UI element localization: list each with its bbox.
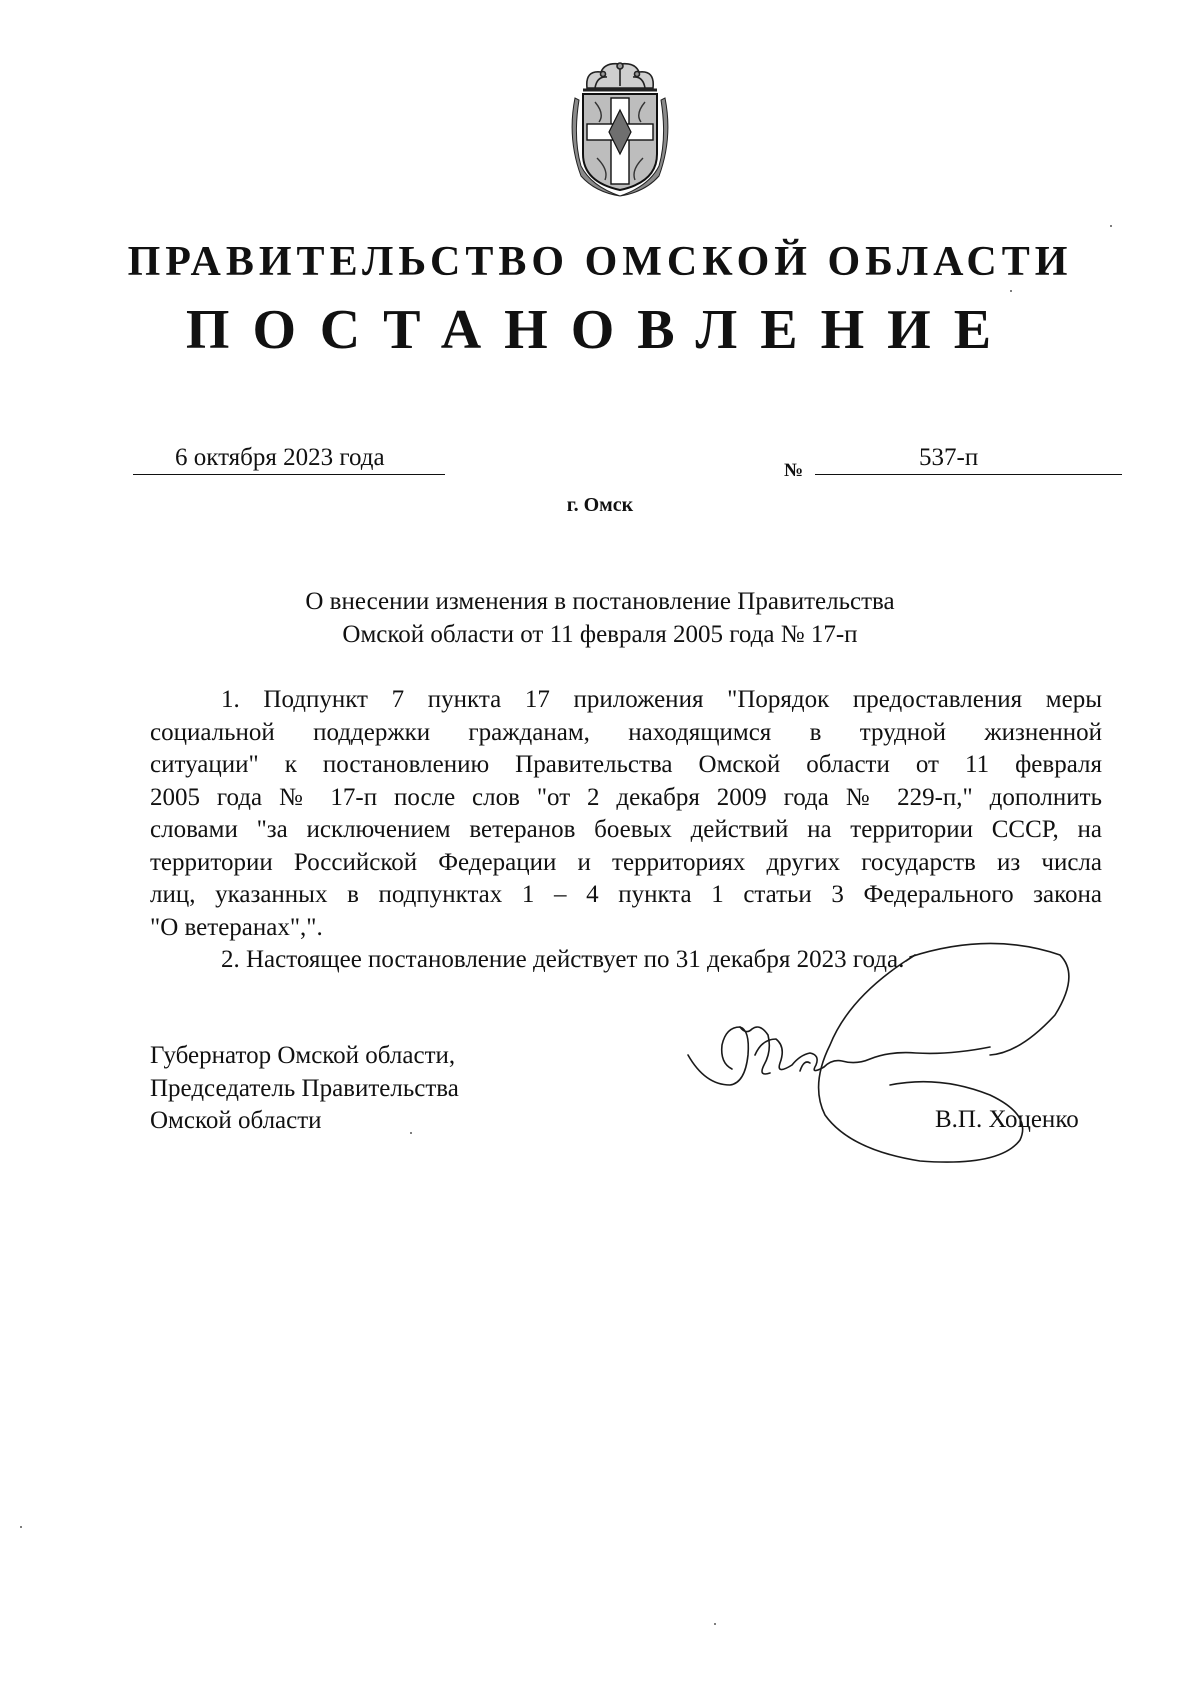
- position-line: Омской области: [150, 1107, 322, 1134]
- scan-speck: [20, 1526, 22, 1528]
- scan-speck: [410, 1132, 412, 1134]
- paragraph-line: лиц, указанных в подпунктах 1 – 4 пункта 1 статьи 3 Федерального закона: [150, 881, 1102, 908]
- document-subject: [0, 585, 1200, 651]
- paragraph-line: территории Российской Федерации и территориях других государств из числа: [150, 848, 1102, 876]
- number-sign: №: [784, 460, 804, 481]
- paragraph-2: 2. Настоящее постановление действует по 31 декабря 2023 года.: [221, 946, 905, 973]
- city-label: г. Омск: [566, 494, 634, 516]
- signatory-position: [150, 1040, 459, 1138]
- date-field: [133, 444, 445, 475]
- scan-speck: [1010, 290, 1012, 292]
- subject-line: О внесении изменения в постановление Правительства: [305, 588, 895, 615]
- paragraph-line: словами "за исключением ветеранов боевых действий на территории СССР, на: [150, 816, 1102, 843]
- signatory-name: В.П. Хоценко: [935, 1106, 1079, 1133]
- position-line: Губернатор Омской области,: [150, 1042, 456, 1069]
- paragraph-line: 2005 года № 17-п после слов "от 2 декабря 2009 года № 229-п," дополнить: [150, 783, 1102, 811]
- position-line: Председатель Правительства: [150, 1074, 459, 1102]
- paragraph-line: ситуации" к постановлению Правительства Омской области от 11 февраля: [150, 751, 1102, 778]
- government-title: ПРАВИТЕЛЬСТВО ОМСКОЙ ОБЛАСТИ: [127, 239, 1073, 285]
- paragraph-line: социальной поддержки гражданам, находящимся в трудной жизненной: [150, 718, 1102, 746]
- paragraph-line: 1. Подпункт 7 пункта 17 приложения "Порядок предоставления меры: [221, 686, 1102, 713]
- paragraph-1: [150, 684, 1102, 944]
- document-type-title: ПОСТАНОВЛЕНИЕ: [185, 299, 1015, 361]
- document-date: 6 октября 2023 года: [175, 444, 385, 471]
- subject-line: Омской области от 11 февраля 2005 года № 17-п: [342, 621, 858, 648]
- document-number: 537-п: [919, 444, 979, 471]
- number-field: [815, 444, 1122, 475]
- coat-of-arms-emblem: [565, 58, 675, 198]
- scan-speck: [1110, 225, 1112, 227]
- scan-speck: [714, 1623, 716, 1625]
- paragraph-line: "О ветеранах",".: [150, 913, 323, 941]
